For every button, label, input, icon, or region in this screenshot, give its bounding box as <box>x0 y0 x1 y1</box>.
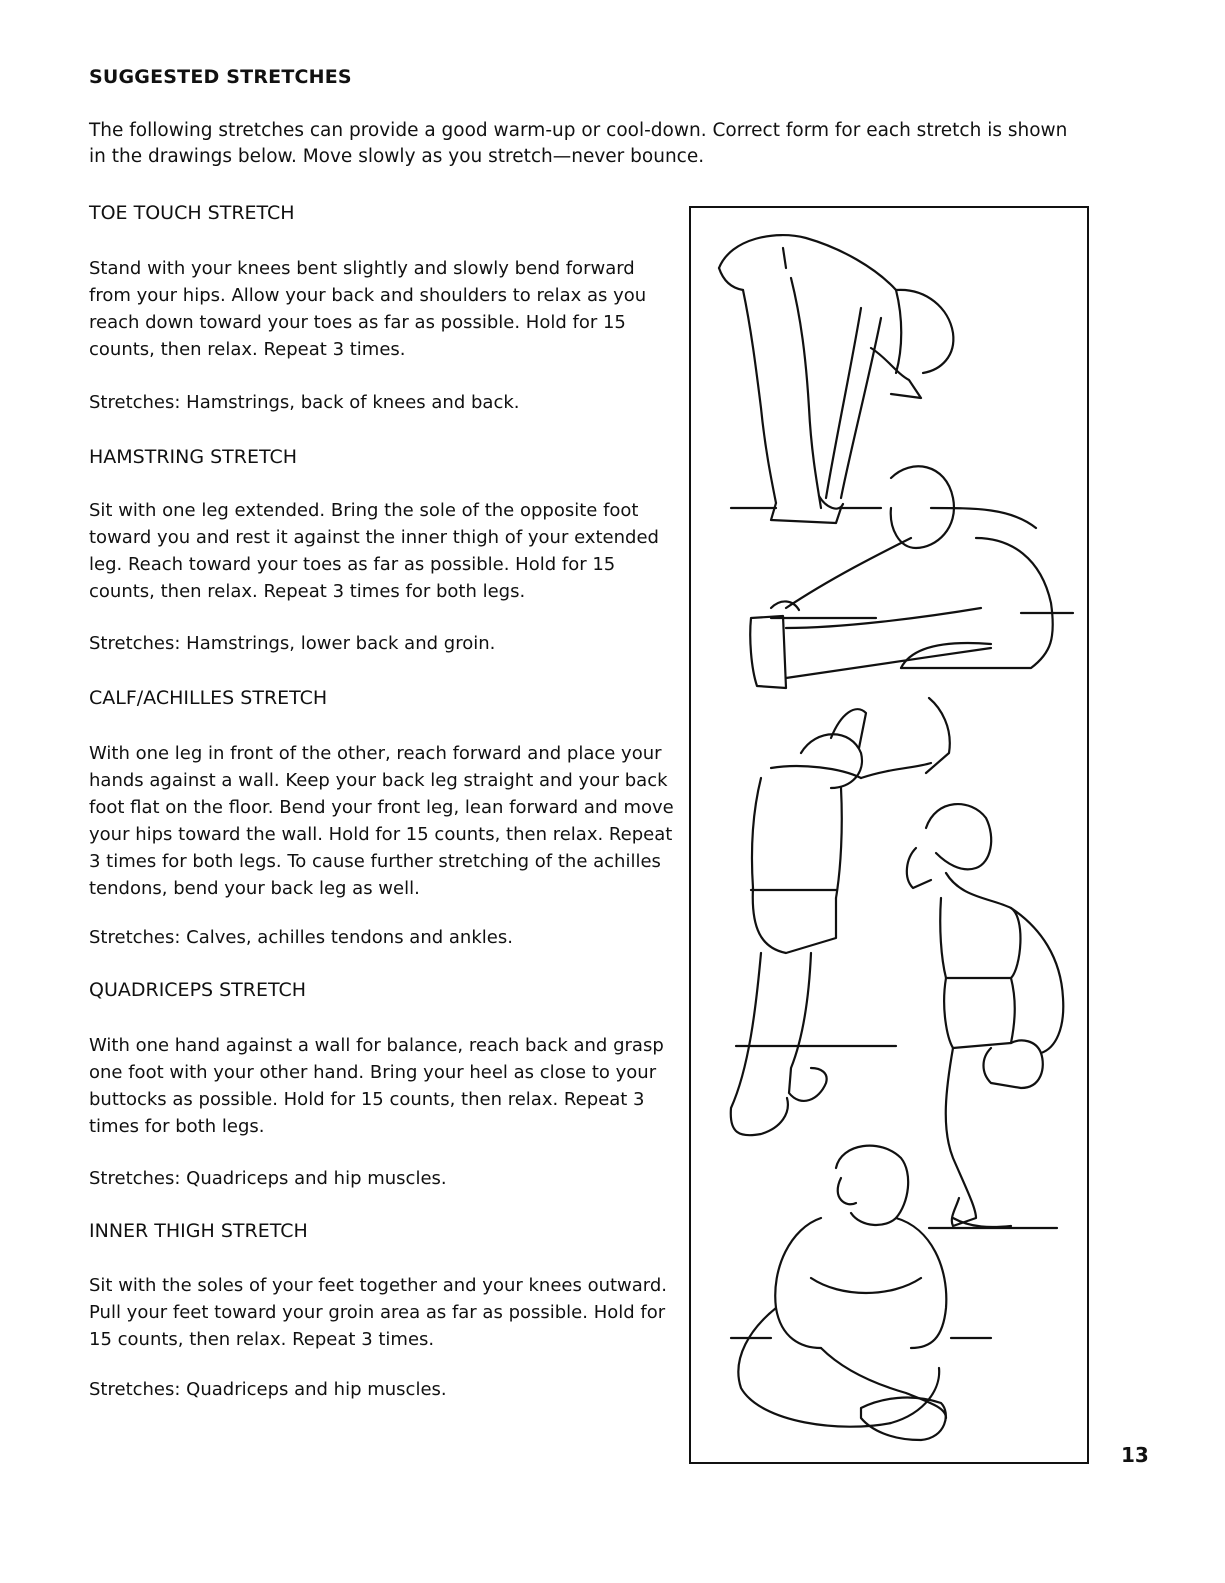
section-body-hamstring: Sit with one leg extended. Bring the sole of the opposite foot toward you and rest it against the inner thigh of your extended leg. Reach toward your toes as far as possible. Hold for 15 counts, then relax. Repeat 3 times for both legs. <box>89 500 659 602</box>
section-heading-inner-thigh: INNER THIGH STRETCH <box>89 1220 308 1242</box>
section-stretches-hamstring: Stretches: Hamstrings, lower back and groin. <box>89 633 496 654</box>
section-stretches-inner-thigh: Stretches: Quadriceps and hip muscles. <box>89 1379 447 1400</box>
section-heading-toe-touch: TOE TOUCH STRETCH <box>89 202 295 224</box>
section-body-toe-touch: Stand with your knees bent slightly and slowly bend forward from your hips. Allow your back and shoulders to relax as you reach down toward your toes as far as possible. Hold for 15 counts, then relax. Repeat 3 times. <box>89 258 647 360</box>
intro-paragraph: The following stretches can provide a good warm-up or cool-down. Correct form for each stretch is shown in the drawings below. Move slowly as you stretch—never bounce. <box>89 120 1068 167</box>
quadriceps-illustration <box>907 804 1063 1228</box>
calf-achilles-illustration <box>731 698 950 1135</box>
section-stretches-calf-achilles: Stretches: Calves, achilles tendons and ankles. <box>89 927 513 948</box>
page-number: 13 <box>1121 1443 1149 1467</box>
section-heading-quadriceps: QUADRICEPS STRETCH <box>89 979 307 1001</box>
section-stretches-quadriceps: Stretches: Quadriceps and hip muscles. <box>89 1168 447 1189</box>
toe-touch-illustration <box>719 235 953 523</box>
section-body-calf-achilles: With one leg in front of the other, reach forward and place your hands against a wall. Keep your back leg straight and your back foot flat on the floor. Bend your front leg, lean forward and move your hips toward the wall. Hold for 15 counts, then relax. Repeat 3 times for both legs. To cause further stretching of the achilles tendons, bend your back leg as well. <box>89 743 674 899</box>
illustration-frame <box>689 206 1089 1464</box>
section-stretches-toe-touch: Stretches: Hamstrings, back of knees and back. <box>89 392 520 413</box>
section-heading-hamstring: HAMSTRING STRETCH <box>89 446 298 468</box>
hamstring-illustration <box>750 466 1073 688</box>
section-body-quadriceps: With one hand against a wall for balance, reach back and grasp one foot with your other hand. Bring your heel as close to your buttocks as possible. Hold for 15 counts, then relax. Repeat 3 times for both legs. <box>89 1035 664 1137</box>
page-title: SUGGESTED STRETCHES <box>89 66 352 88</box>
section-body-inner-thigh: Sit with the soles of your feet together and your knees outward. Pull your feet toward your groin area as far as possible. Hold for 15 counts, then relax. Repeat 3 times. <box>89 1275 668 1350</box>
section-heading-calf-achilles: CALF/ACHILLES STRETCH <box>89 687 328 709</box>
inner-thigh-illustration <box>731 1146 991 1440</box>
